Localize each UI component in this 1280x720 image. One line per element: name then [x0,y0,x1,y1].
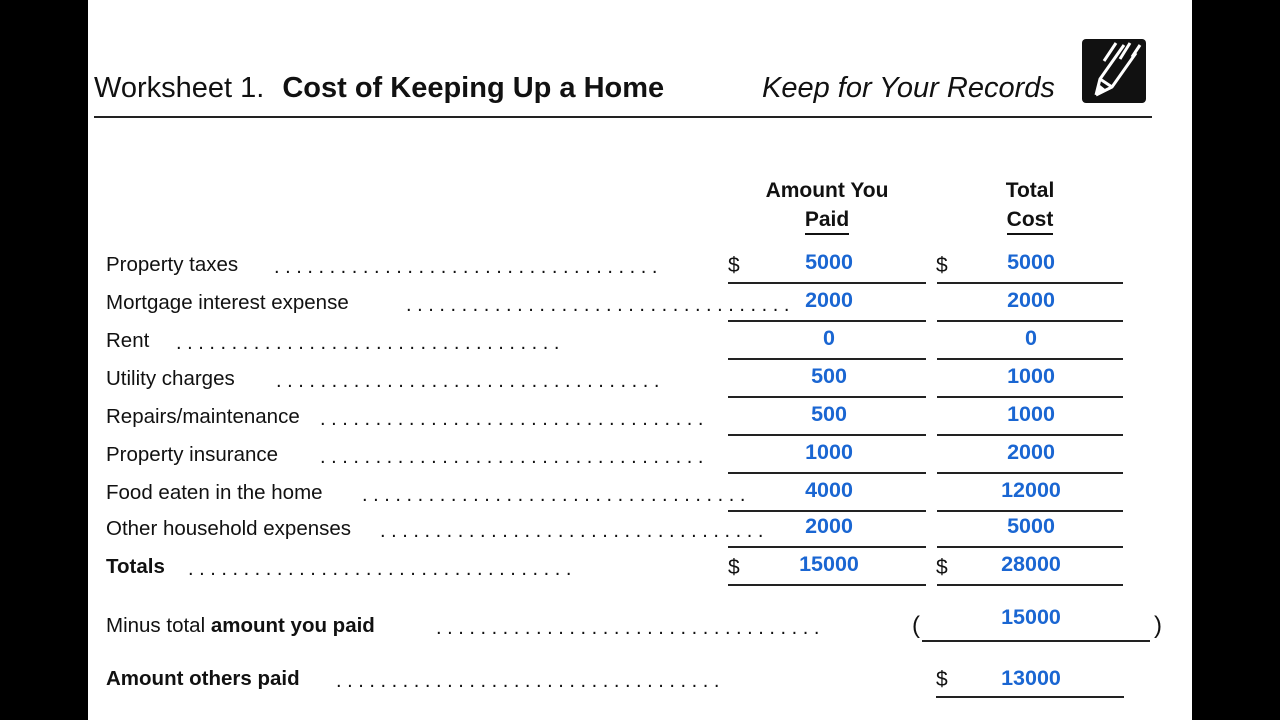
minus-label-prefix: Minus total [106,614,211,637]
column-header-line: Amount You [765,179,889,202]
column-header-line: Paid [805,207,849,235]
total-cost-sum-value: 28000 [1001,552,1061,576]
amount-paid-value: 500 [811,402,847,426]
dollar-sign: $ [936,254,948,277]
amount-paid-value: 2000 [805,288,853,312]
dollar-sign: $ [728,556,740,579]
dollar-sign: $ [728,254,740,277]
amount-paid-value: 4000 [805,478,853,502]
row-label: Utility charges [106,367,235,390]
column-header-total-cost [950,176,1110,235]
row-label: Food eaten in the home [106,481,323,504]
total-cost-value: 2000 [1007,440,1055,464]
leader-dots: . . . . . . . . . . . . . . . . . . . . . . . . . . . . . . . . . . . [406,294,790,316]
worksheet-title: Cost of Keeping Up a Home [282,72,665,104]
leader-dots: . . . . . . . . . . . . . . . . . . . . . . . . . . . . . . . . . . . [436,617,820,639]
total-paid-value: 15000 [799,552,859,576]
amount-paid-value: 0 [823,326,835,350]
totals-label: Totals [106,555,165,578]
row-label: Property insurance [106,443,279,466]
amount-paid-value: 5000 [805,250,853,274]
dollar-sign: $ [936,556,948,579]
worksheet-page [88,0,1192,720]
total-cost-value: 1000 [1007,364,1055,388]
title-rule [94,116,1152,118]
leader-dots: . . . . . . . . . . . . . . . . . . . . . . . . . . . . . . . . . . . [188,558,572,580]
total-cost-value: 2000 [1007,288,1055,312]
leader-dots: . . . . . . . . . . . . . . . . . . . . . . . . . . . . . . . . . . . [336,670,720,692]
leader-dots: . . . . . . . . . . . . . . . . . . . . . . . . . . . . . . . . . . . [320,446,704,468]
pencil-icon [1082,39,1146,103]
total-cost-value: 1000 [1007,402,1055,426]
total-cost-value: 12000 [1001,478,1061,502]
row-label: Rent [106,329,150,352]
amount-others-paid-label: Amount others paid [106,667,300,690]
dollar-sign: $ [936,668,948,691]
column-header-amount-paid [740,176,914,235]
amount-paid-value: 1000 [805,440,853,464]
row-label: Other household expenses [106,517,352,540]
minus-amount-value: 15000 [1001,605,1061,629]
close-paren: ) [1154,612,1162,639]
page-title [94,72,664,105]
column-header-line: Cost [1007,207,1054,235]
open-paren: ( [912,612,920,639]
leader-dots: . . . . . . . . . . . . . . . . . . . . . . . . . . . . . . . . . . . [274,256,658,278]
keep-records-label: Keep for Your Records [762,72,1055,104]
row-label: Property taxes [106,253,239,276]
amount-paid-value: 2000 [805,514,853,538]
total-cost-value: 5000 [1007,250,1055,274]
amount-others-paid-value: 13000 [1001,666,1061,690]
leader-dots: . . . . . . . . . . . . . . . . . . . . . . . . . . . . . . . . . . . [380,520,764,542]
row-label: Repairs/maintenance [106,405,300,428]
minus-label [106,614,375,638]
leader-dots: . . . . . . . . . . . . . . . . . . . . . . . . . . . . . . . . . . . [362,484,746,506]
amount-paid-value: 500 [811,364,847,388]
leader-dots: . . . . . . . . . . . . . . . . . . . . . . . . . . . . . . . . . . . [320,408,704,430]
total-cost-value: 0 [1025,326,1037,350]
minus-label-bold: amount you paid [210,614,375,637]
leader-dots: . . . . . . . . . . . . . . . . . . . . . . . . . . . . . . . . . . . [276,370,660,392]
total-cost-value: 5000 [1007,514,1055,538]
row-label: Mortgage interest expense [106,291,349,314]
column-header-line: Total [1005,179,1055,202]
leader-dots: . . . . . . . . . . . . . . . . . . . . . . . . . . . . . . . . . . . [176,332,560,354]
worksheet-label: Worksheet 1. [94,72,265,104]
